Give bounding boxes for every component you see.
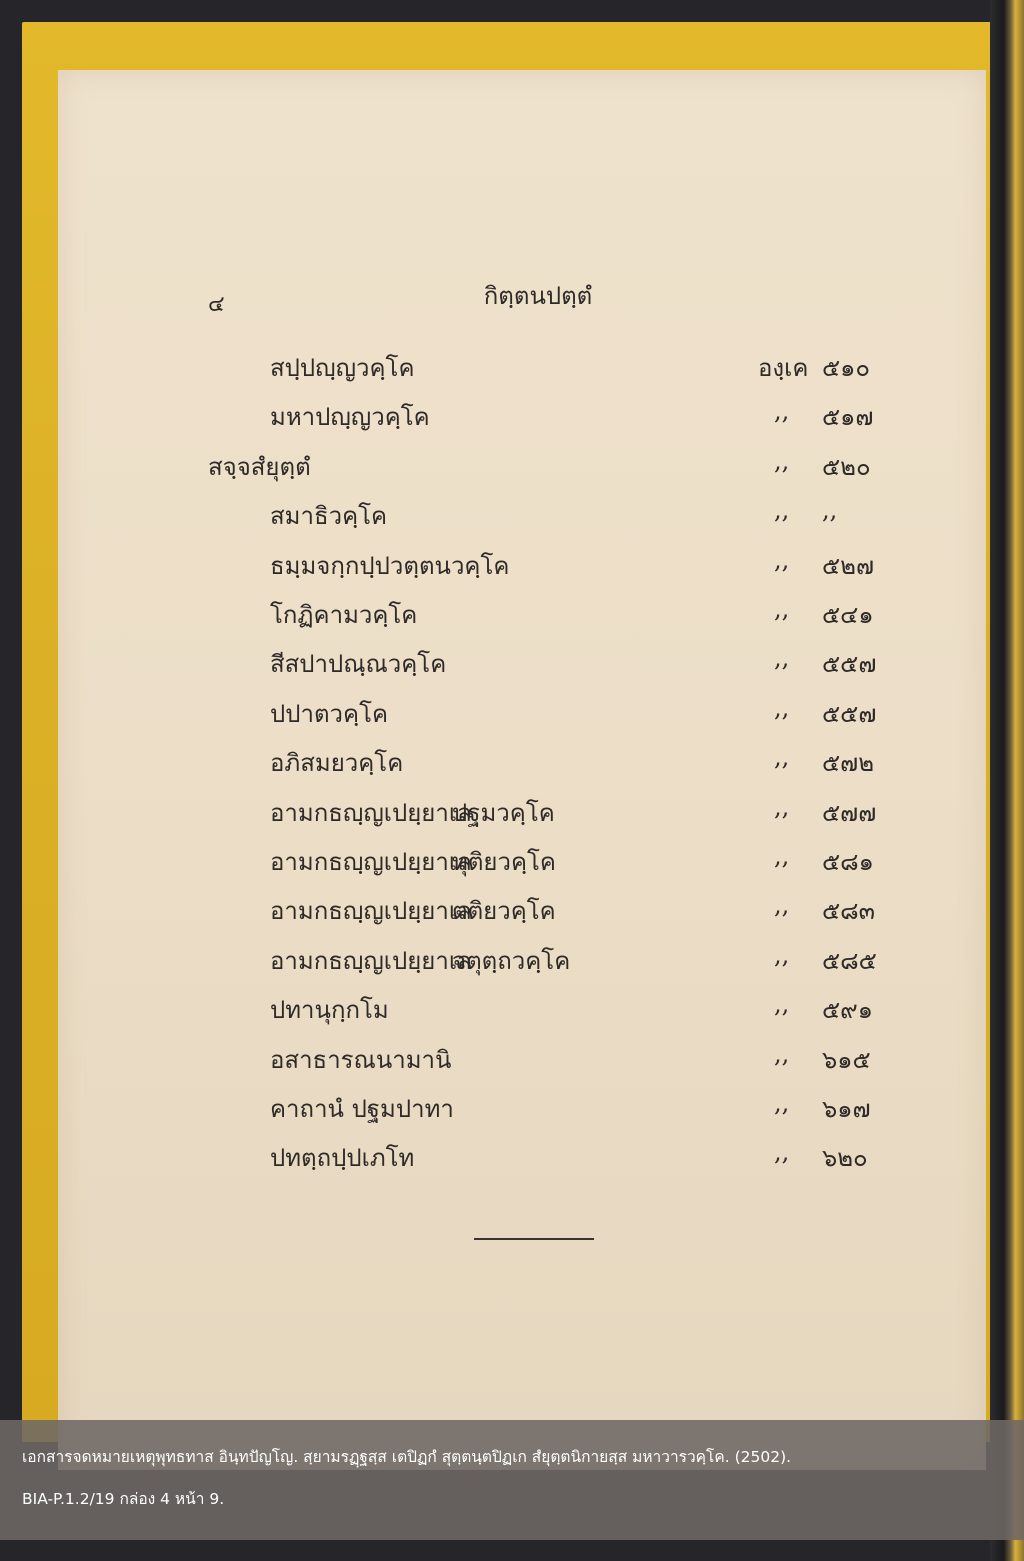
toc-entry-page: ๕๒๐: [822, 452, 871, 481]
toc-entry-label: สจฺจสํยุตฺตํ: [208, 452, 311, 481]
toc-entry-page: ๕๑๗: [822, 403, 874, 432]
toc-entry-ditto: ,,: [774, 743, 790, 772]
toc-entry-page: ๕๕๗: [822, 650, 877, 679]
toc-entry-page: ,,: [822, 496, 838, 525]
toc-entry-sublabel: ปฐมวคฺโค: [452, 798, 555, 827]
toc-entry: [58, 397, 986, 441]
table-of-contents: [58, 70, 986, 1173]
toc-entry-ditto: ,,: [774, 1039, 790, 1068]
toc-entry-page: ๕๗๒: [822, 749, 875, 778]
toc-entry-ditto: ,,: [774, 397, 790, 426]
toc-entry-sublabel: ตติยวคฺโค: [452, 897, 556, 926]
toc-entry-page: ๖๑๗: [822, 1095, 871, 1123]
toc-entry: [58, 891, 986, 935]
toc-entry-label: มหาปญฺญวคฺโค: [270, 403, 430, 432]
end-rule-divider: [474, 1238, 594, 1240]
toc-entry-page: ๕๒๗: [822, 551, 875, 580]
toc-entry-page: ๕๘๑: [822, 848, 874, 876]
book-spine: [990, 0, 1024, 1561]
toc-entry-page: ๕๔๑: [822, 601, 874, 629]
toc-entry-ditto: ,,: [774, 891, 790, 920]
toc-entry-ditto: ,,: [774, 644, 790, 673]
toc-entry-label: สมาธิวคฺโค: [270, 502, 388, 531]
toc-entry-label: อภิสมยวคฺโค: [270, 749, 404, 778]
toc-entry: [58, 447, 986, 491]
toc-entry: [58, 348, 986, 392]
toc-entry-label: สปฺปญฺญวคฺโค: [270, 354, 415, 382]
toc-entry-page: ๖๒๐: [822, 1144, 868, 1173]
toc-entry-ditto: ,,: [774, 693, 790, 722]
toc-entry-ditto: ,,: [774, 1138, 790, 1167]
toc-entry-label: ธมฺมจกฺกปฺปวตฺตนวคฺโค: [270, 551, 510, 580]
toc-entry-page: ๕๙๑: [822, 996, 873, 1025]
toc-entry: [58, 1040, 986, 1084]
toc-entry: [58, 1138, 986, 1182]
toc-entry-label: ปทตฺถปฺปเภโท: [270, 1144, 415, 1173]
toc-entry: [58, 743, 986, 787]
toc-entry: [58, 842, 986, 886]
toc-entry-ditto: ,,: [774, 545, 790, 574]
toc-entry-ditto: ,,: [774, 842, 790, 870]
toc-entry-label: สีสปาปณฺณวคฺโค: [270, 650, 447, 679]
toc-entry-label: อามกธญฺญเปยฺยาเล: [270, 798, 472, 827]
toc-entry-page: ๕๕๗: [822, 699, 877, 728]
toc-entry-page: ๕๗๗: [822, 798, 877, 827]
page-title: กิตฺตนปตฺตํ: [483, 282, 593, 310]
toc-entry-ditto: ,,: [774, 940, 790, 969]
toc-entry-ditto: ,,: [774, 446, 790, 475]
caption-bar: [0, 1420, 1024, 1540]
toc-entry-label: ปปาตวคฺโค: [270, 699, 389, 728]
toc-entry: [58, 546, 986, 590]
toc-entry-ditto: ,,: [774, 1089, 790, 1117]
toc-entry: [58, 990, 986, 1034]
toc-entry: [58, 941, 986, 985]
toc-entry-label: อามกธญฺญเปยฺยาเล: [270, 946, 472, 975]
toc-entry-page: ๕๘๕: [822, 946, 877, 975]
toc-entry-page: ๕๑๐: [822, 354, 871, 382]
toc-entry-label: ปทานุกฺกโม: [270, 996, 389, 1025]
toc-entry-sublabel: ทุติยวคฺโค: [452, 848, 556, 876]
toc-entry: [58, 694, 986, 738]
toc-entry-label: อามกธญฺญเปยฺยาเล: [270, 897, 472, 926]
book-page: [58, 70, 986, 1470]
toc-entry-page: ๖๑๕: [822, 1045, 871, 1074]
toc-entry-label: อสาธารณนามานิ: [270, 1045, 452, 1074]
toc-entry-section: องฺเค: [758, 354, 809, 382]
caption-citation: เอกสารจดหมายเหตุพุทธทาส อินฺทปัญโญ. สฺยามรฏฺฐสฺส เตปิฏกํ สุตฺตนฺตปิฏเก สํยุตฺตนิกายสฺส มหาวารวคฺโค. (2502).: [22, 1448, 792, 1466]
toc-entry: [58, 644, 986, 688]
page-number: ๔: [208, 292, 225, 317]
toc-entry-label: โกฏิคามวคฺโค: [270, 601, 418, 629]
toc-entry: [58, 793, 986, 837]
toc-entry-label: อามกธญฺญเปยฺยาเล: [270, 848, 472, 876]
toc-entry-ditto: ,,: [774, 990, 790, 1019]
toc-entry-ditto: ,,: [774, 595, 790, 623]
toc-entry-sublabel: จตุตฺถวคฺโค: [452, 946, 571, 975]
toc-entry-page: ๕๘๓: [822, 897, 876, 926]
caption-reference: BIA-P.1.2/19 กล่อง 4 หน้า 9.: [22, 1490, 225, 1508]
toc-entry-label: คาถานํ ปฐมปาทา: [270, 1095, 454, 1123]
toc-entry: [58, 595, 986, 639]
toc-entry: [58, 496, 986, 540]
toc-entry: [58, 1089, 986, 1133]
toc-entry-ditto: ,,: [774, 496, 790, 525]
toc-entry-ditto: ,,: [774, 792, 790, 821]
